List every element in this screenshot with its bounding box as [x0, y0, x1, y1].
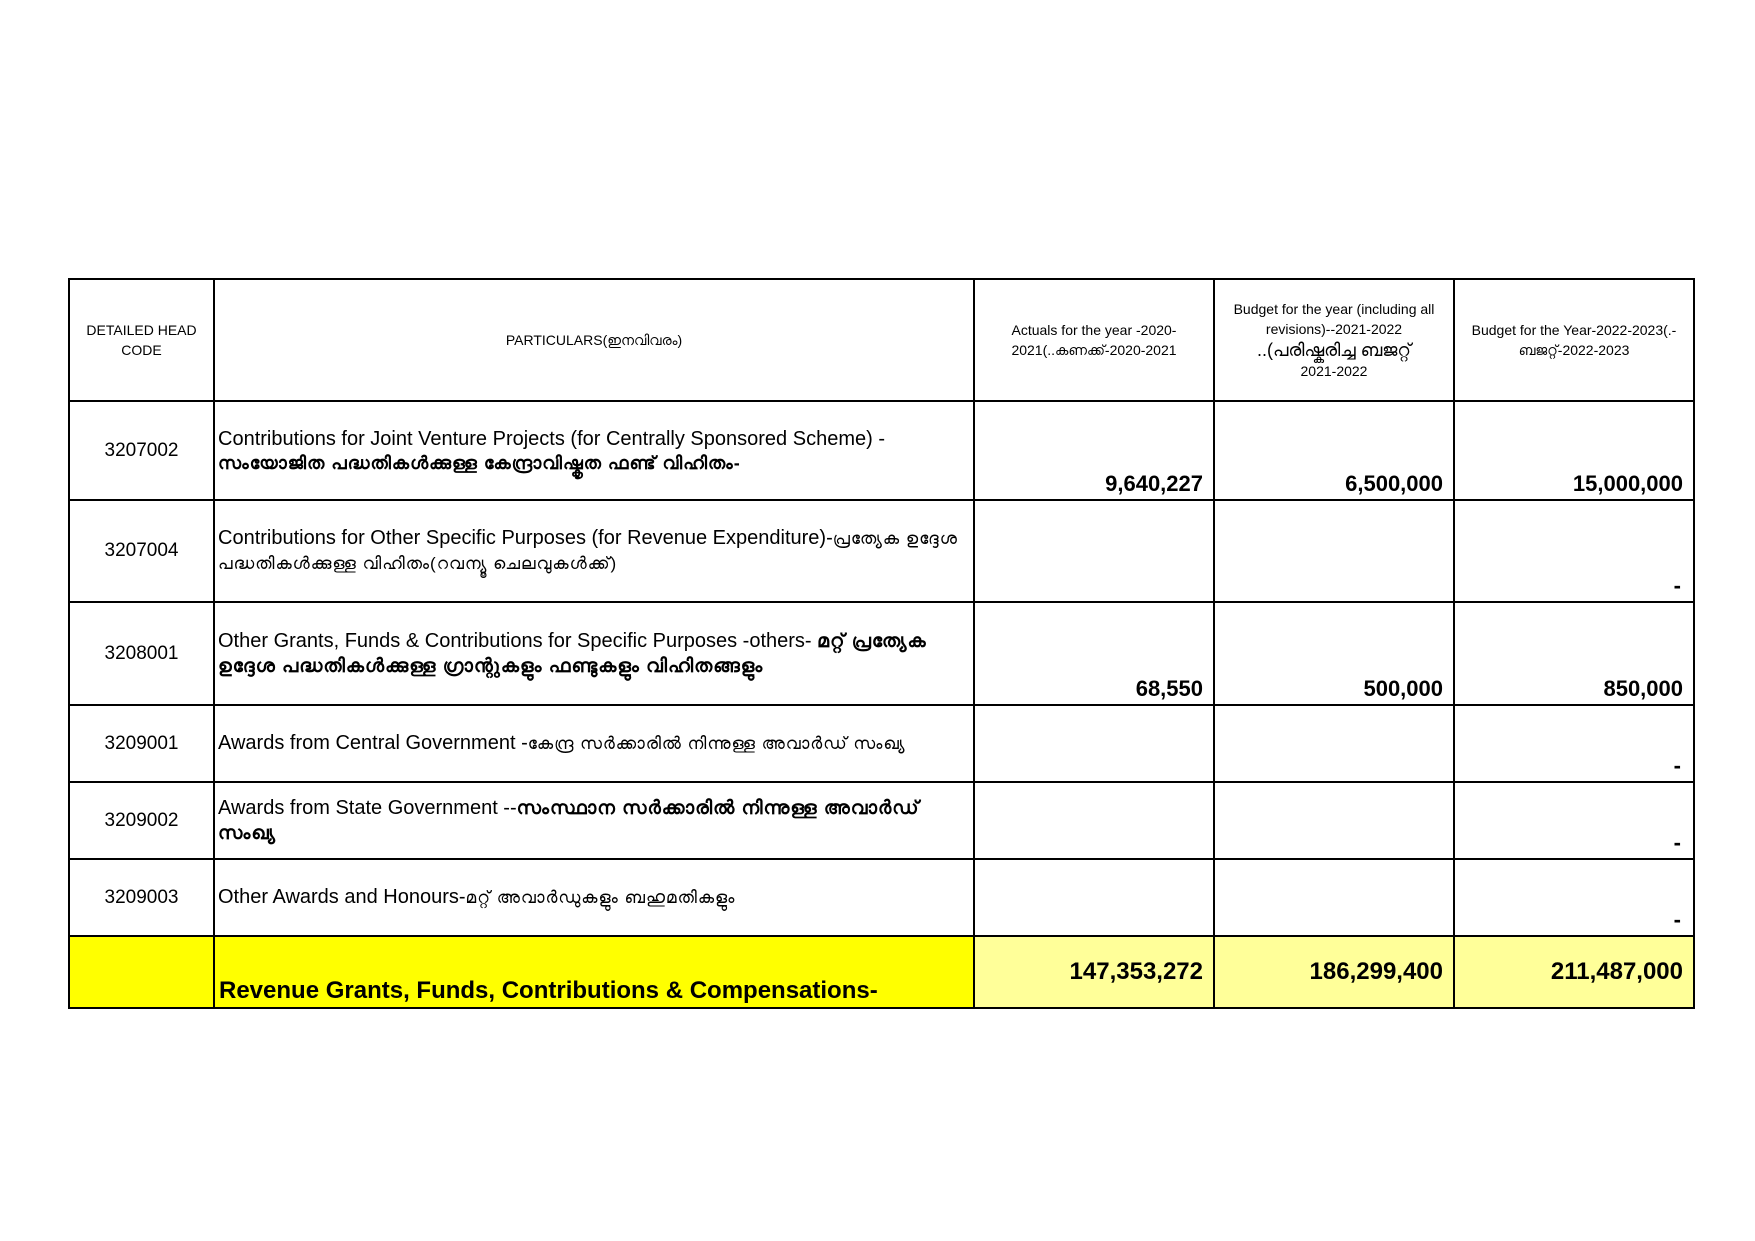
- row-particulars: [214, 401, 974, 500]
- header-particulars: PARTICULARS(ഇനവിവരം): [214, 279, 974, 401]
- row-particulars-ml: പ്രത്യേക ഉദ്ദേശ പദ്ധതികൾക്കുള്ള വിഹിതം(റവന്യൂ ചെലവുകൾക്ക്): [218, 529, 958, 573]
- row-particulars-en: Contributions for Other Specific Purposes (for Revenue Expenditure)-: [218, 527, 833, 549]
- row-particulars-en: Awards from Central Government -: [218, 732, 528, 754]
- row-particulars: [214, 782, 974, 859]
- row-code: 3208001: [69, 602, 214, 705]
- row-budget-next: -: [1454, 705, 1694, 782]
- row-particulars-en: Other Awards and Honours-: [218, 886, 466, 908]
- row-budget-revised: [1214, 500, 1454, 602]
- total-budget-next: 211,487,000: [1454, 936, 1694, 1008]
- header-code: DETAILED HEAD CODE: [69, 279, 214, 401]
- row-particulars: [214, 602, 974, 705]
- row-actuals: [974, 859, 1214, 936]
- row-budget-next: -: [1454, 859, 1694, 936]
- header-budget-revised-line3: 2021-2022: [1300, 363, 1368, 379]
- total-actuals: 147,353,272: [974, 936, 1214, 1008]
- total-code-cell: [69, 936, 214, 1008]
- table-row: [69, 705, 1694, 782]
- header-budget-revised-line2: ..(പരിഷ്കരിച്ച ബജറ്റ്: [1256, 340, 1412, 360]
- total-budget-revised: 186,299,400: [1214, 936, 1454, 1008]
- row-code: 3209001: [69, 705, 214, 782]
- header-actuals: Actuals for the year -2020-2021(..കണക്ക്-2020-2021: [974, 279, 1214, 401]
- table-row: [69, 401, 1694, 500]
- row-budget-revised: 6,500,000: [1214, 401, 1454, 500]
- header-budget-revised-line1: Budget for the year (including all revisions)--2021-2022: [1233, 301, 1435, 337]
- row-budget-next: -: [1454, 500, 1694, 602]
- row-particulars: [214, 705, 974, 782]
- row-particulars-en: Contributions for Joint Venture Projects (for Centrally Sponsored Scheme) -: [218, 427, 885, 450]
- row-actuals: [974, 500, 1214, 602]
- budget-table: [68, 278, 1695, 1009]
- row-budget-next: 15,000,000: [1454, 401, 1694, 500]
- row-actuals: 9,640,227: [974, 401, 1214, 500]
- row-budget-revised: 500,000: [1214, 602, 1454, 705]
- row-particulars-ml: സംയോജിത പദ്ധതികൾക്കുള്ള കേന്ദ്രാവിഷ്കൃത ഫണ്ട് വിഹിതം-: [218, 452, 741, 473]
- table-row: [69, 500, 1694, 602]
- table-header-row: [69, 279, 1694, 401]
- table-row: [69, 602, 1694, 705]
- total-label: Revenue Grants, Funds, Contributions & Compensations-: [214, 936, 974, 1008]
- row-particulars-ml: സംസ്ഥാന സർക്കാരിൽ നിന്നുള്ള അവാർഡ് സംഖ്യ: [218, 797, 920, 844]
- table-row: [69, 782, 1694, 859]
- row-budget-next: 850,000: [1454, 602, 1694, 705]
- row-particulars-ml: കേന്ദ്ര സർക്കാരിൽ നിന്നുള്ള അവാർഡ് സംഖ്യ: [527, 734, 906, 753]
- row-budget-revised: [1214, 782, 1454, 859]
- row-actuals: 68,550: [974, 602, 1214, 705]
- row-particulars-en: Awards from State Government --: [218, 796, 517, 819]
- table-row: [69, 859, 1694, 936]
- row-budget-revised: [1214, 705, 1454, 782]
- row-code: 3207002: [69, 401, 214, 500]
- row-particulars-en: Other Grants, Funds & Contributions for Specific Purposes -others-: [218, 629, 812, 652]
- total-row: [69, 936, 1694, 1008]
- header-budget-next: Budget for the Year-2022-2023(.-ബജറ്റ്-2022-2023: [1454, 279, 1694, 401]
- row-particulars-ml: മറ്റ് അവാർഡുകളും ബഹുമതികളും: [465, 888, 736, 907]
- header-budget-revised: [1214, 279, 1454, 401]
- row-code: 3209003: [69, 859, 214, 936]
- row-code: 3207004: [69, 500, 214, 602]
- row-budget-revised: [1214, 859, 1454, 936]
- row-budget-next: -: [1454, 782, 1694, 859]
- row-code: 3209002: [69, 782, 214, 859]
- row-particulars: [214, 859, 974, 936]
- row-particulars-ml: മറ്റ് പ്രത്യേക ഉദ്ദേശ പദ്ധതികൾക്കുള്ള ഗ്രാന്റുകളും ഫണ്ടുകളും വിഹിതങ്ങളും: [218, 630, 927, 677]
- row-particulars: [214, 500, 974, 602]
- row-actuals: [974, 705, 1214, 782]
- row-actuals: [974, 782, 1214, 859]
